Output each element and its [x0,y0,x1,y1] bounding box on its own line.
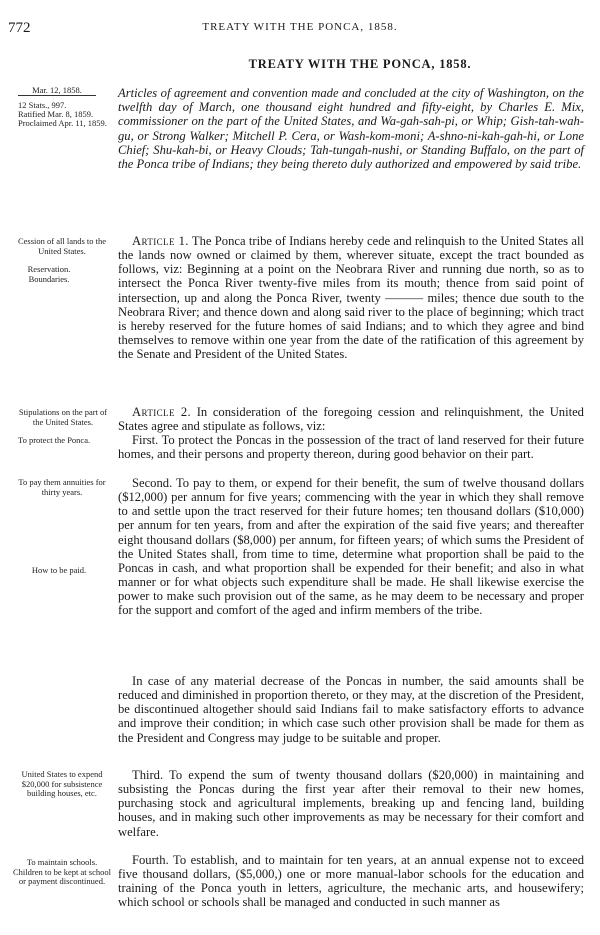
side-meta-date: Mar. 12, 1858. [32,85,82,95]
clause-second [118,476,584,618]
article-2-text: In consideration of the foregoing cession and relinquishment, the United States agree and stipulate as follows, viz: [118,405,584,434]
article-1-heading: Article 1. [132,234,189,248]
clause-first-text: To protect the Poncas in the possession of the tract of land reserved for their future homes, and their persons and property thereon, during good behavior on their part. [118,433,584,462]
preamble: Articles of agreement and convention made and concluded at the city of Washington, on the twelfth day of March, one thousand eight hundred and fifty-eight, by Charles E. Mix, commissioner on the part of the United States, and Wa-gah-sah-pi, or Whip; Gish-tah-wah-gu, or Strong Walker; Mitchell P. Cera, or Wash-kom-moni; A-shno-ni-kah-gah-hi, or Lone Chief; Shu-kah-bi, or Heavy Clouds; Tah-tungah-nushi, or Standing Buffalo, on the part of the Ponca tribe of Indians; they being thereto duly authorized and empowered by said tribe. [118,86,584,172]
side-meta-stats: 12 Stats., 997. [18,100,67,110]
clause-second-text: To pay to them, or expend for their benefit, the sum of twelve thousand dollars ($12,000) per annum for five years; commencing with the year in which they shall remove to and settle upon the tract reserved for their future homes; ten thousand dollars ($10,000) per annum for ten years, from and after the expiration of the said five years; and thereafter eight thousand dollars ($8,000) per annum, for fifteen years; of which sums the President of the United States shall, from time to time, determine what proportion shall be paid to the Poncas in cash, and what proportion shall be expended for their benefit; and also in what manner or for what objects such expenditure shall be made. He shall likewise exercise the power to make such provision out of the same, as he may deem to be necessary and proper for the support and comfort of the aged and infirm members of the tribe. [118,476,584,618]
clause-third-lead: Third. [132,768,164,782]
article-2-heading: Article 2. [132,405,192,419]
article-1 [118,234,584,361]
clause-decrease [118,674,584,745]
margin-note-annuities: To pay them annuities for thirty years. [18,477,106,497]
clause-third [118,768,584,839]
page-number: 772 [8,20,31,36]
side-meta-ratified: Ratified Mar. 8, 1859. [18,109,94,119]
margin-note-cession: Cession of all lands to the United States. [17,236,107,256]
clause-decrease-text: In case of any material decrease of the Poncas in number, the said amounts shall be reduced and diminished in proportion thereto, or they may, at the discretion of the President, be discontinued altogether should said Indians fail to make satisfactory efforts to advance and improve their condition; in which case such other provision shall be made for them as the President and Congress may judge to be suitable and proper. [118,674,584,745]
side-meta-rule [18,95,96,96]
side-meta-proclaimed: Proclaimed Apr. 11, 1859. [18,118,107,128]
running-head: TREATY WITH THE PONCA, 1858. [202,21,398,33]
margin-note-reservation: Reservation. Boundaries. [27,264,71,284]
treaty-body [118,0,584,935]
margin-note-expend: United States to expend $20,000 for subsistence building houses, etc. [21,769,103,798]
margin-note-protect: To protect the Ponca. [18,435,91,445]
article-2 [118,405,584,433]
clause-third-text: To expend the sum of twenty thousand dollars ($20,000) in maintaining and subsisting the Poncas during the first year after their removal to their new homes, purchasing stock and agricultural implements, breaking up and fencing land, building houses, and in making such other improvements as may be necessary for their comfort and welfare. [118,768,585,839]
margin-notes [0,0,115,935]
document-title: TREATY WITH THE PONCA, 1858. [248,57,472,71]
clause-fourth-text: To establish, and to maintain for ten years, at an annual expense not to exceed five thousand dollars, ($5,000,) one or more manual-labor schools for the education and training of the Ponca youth in letters, agriculture, the mechanic arts, and housewifery; which school or schools shall be managed and conducted in such manner as [118,853,584,910]
clause-first-lead: First. [132,433,159,447]
margin-note-how-paid: How to be paid. [31,565,87,575]
article-1-text: The Ponca tribe of Indians hereby cede and relinquish to the United States all the lands now owned or claimed by them, wherever situate, except the tract bounded as follows, viz: Beginning at a point on the Neobrara River and running due north, so as to intersect the Ponca River twenty-five miles from its mouth; thence from said point of intersection, up and along the Ponca River, twenty ——— miles; thence due south to the Neobrara River; and thence down and along said river to the place of beginning; which tract is hereby reserved for the future homes of said Indians; and to which they agree and bind themselves to remove within one year from the date of the ratification of this agreement by the Senate and President of the United States. [118,234,584,362]
margin-note-schools: To maintain schools. Children to be kept at school or payment discontinued. [13,857,111,886]
clause-second-lead: Second. [132,476,173,490]
margin-note-stipulations: Stipulations on the part of the United States. [18,407,108,427]
clause-first [118,433,584,461]
clause-fourth [118,853,584,910]
clause-fourth-lead: Fourth. [132,853,169,867]
